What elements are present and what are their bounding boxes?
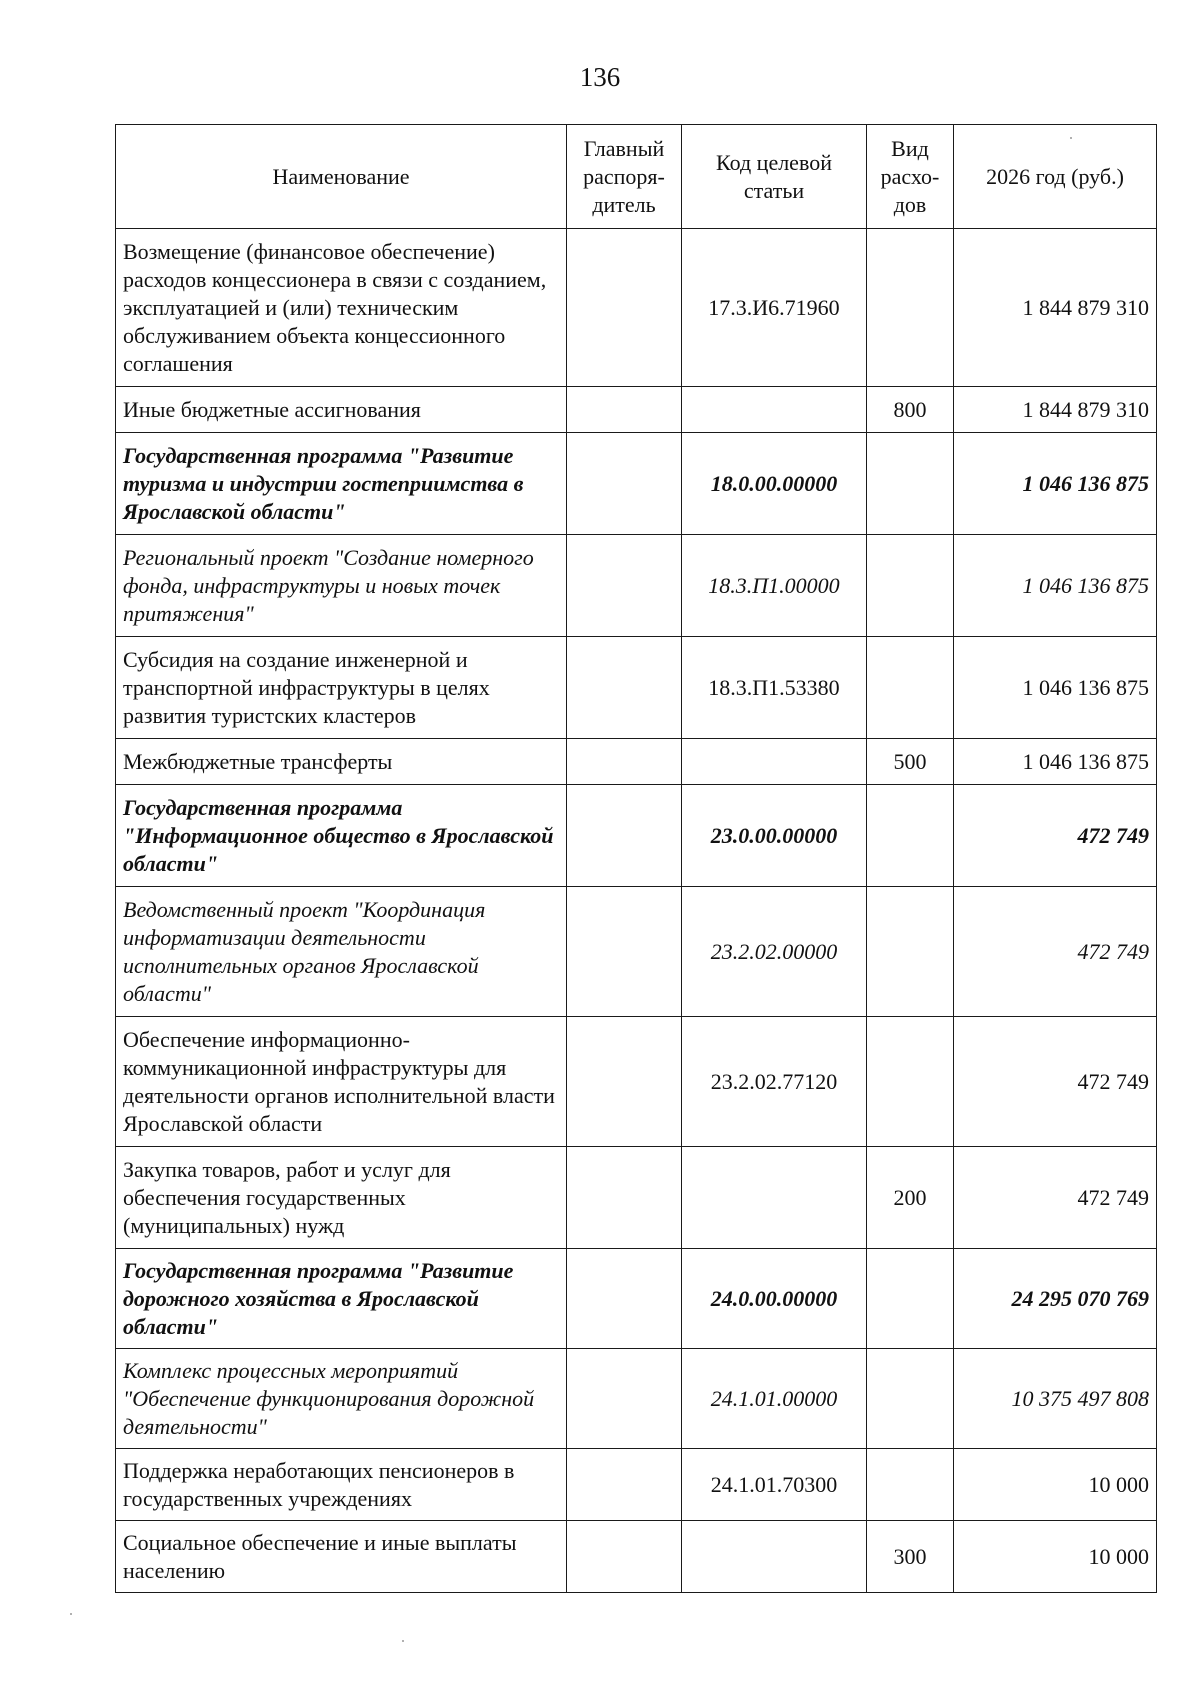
row-amount: 472 749: [954, 785, 1157, 887]
row-code: 18.3.П1.00000: [682, 535, 867, 637]
row-kind: [867, 1017, 954, 1147]
row-manager: [567, 1449, 682, 1521]
row-manager: [567, 739, 682, 785]
row-manager: [567, 637, 682, 739]
table-row: [116, 387, 1157, 433]
row-name: Закупка товаров, работ и услуг для обеспечения государственных (муниципальных) нужд: [116, 1147, 567, 1249]
row-code: 18.0.00.00000: [682, 433, 867, 535]
row-kind: [867, 1249, 954, 1349]
row-manager: [567, 1147, 682, 1249]
row-code: 24.1.01.00000: [682, 1349, 867, 1449]
row-code: 24.0.00.00000: [682, 1249, 867, 1349]
row-manager: [567, 785, 682, 887]
row-name: Государственная программа "Информационное общество в Ярославской области": [116, 785, 567, 887]
row-amount: 1 844 879 310: [954, 387, 1157, 433]
table-row: [116, 637, 1157, 739]
row-kind: [867, 535, 954, 637]
scan-speck: [70, 1613, 72, 1615]
table-row: [116, 535, 1157, 637]
row-amount: 1 844 879 310: [954, 229, 1157, 387]
row-manager: [567, 1521, 682, 1593]
row-name: Обеспечение информационно-коммуникационной инфраструктуры для деятельности органов исполнительной власти Ярославской области: [116, 1017, 567, 1147]
row-amount: 10 375 497 808: [954, 1349, 1157, 1449]
row-name: Возмещение (финансовое обеспечение) расходов концессионера в связи с созданием, эксплуатацией и (или) техническим обслуживанием объекта концессионного соглашения: [116, 229, 567, 387]
row-amount: 472 749: [954, 1147, 1157, 1249]
row-kind: 500: [867, 739, 954, 785]
row-code: 23.0.00.00000: [682, 785, 867, 887]
row-code: [682, 739, 867, 785]
row-kind: 800: [867, 387, 954, 433]
header-amount: 2026 год (руб.): [954, 125, 1157, 229]
table-row: [116, 1249, 1157, 1349]
row-kind: [867, 887, 954, 1017]
table-row: [116, 739, 1157, 785]
row-code: 23.2.02.77120: [682, 1017, 867, 1147]
table-row: [116, 887, 1157, 1017]
row-code: 18.3.П1.53380: [682, 637, 867, 739]
scan-speck: [1070, 137, 1072, 139]
table-row: [116, 785, 1157, 887]
header-kind: Вид расхо-дов: [867, 125, 954, 229]
scan-speck: [402, 1640, 404, 1642]
header-name: Наименование: [116, 125, 567, 229]
budget-table: [115, 124, 1157, 1593]
row-manager: [567, 1017, 682, 1147]
row-amount: 1 046 136 875: [954, 535, 1157, 637]
row-name: Комплекс процессных мероприятий "Обеспечение функционирования дорожной деятельности": [116, 1349, 567, 1449]
row-amount: 472 749: [954, 1017, 1157, 1147]
table-row: [116, 1349, 1157, 1449]
row-name: Иные бюджетные ассигнования: [116, 387, 567, 433]
row-code: [682, 387, 867, 433]
row-amount: 1 046 136 875: [954, 739, 1157, 785]
row-manager: [567, 387, 682, 433]
row-kind: 300: [867, 1521, 954, 1593]
row-manager: [567, 535, 682, 637]
row-kind: [867, 433, 954, 535]
page-number: 136: [579, 62, 621, 92]
row-amount: 10 000: [954, 1521, 1157, 1593]
row-amount: 1 046 136 875: [954, 637, 1157, 739]
row-name: Государственная программа "Развитие туризма и индустрии гостеприимства в Ярославской области": [116, 433, 567, 535]
row-manager: [567, 1249, 682, 1349]
table-row: [116, 1521, 1157, 1593]
row-name: Региональный проект "Создание номерного фонда, инфраструктуры и новых точек притяжения": [116, 535, 567, 637]
row-name: Ведомственный проект "Координация информатизации деятельности исполнительных органов Ярославской области": [116, 887, 567, 1017]
row-code: [682, 1147, 867, 1249]
row-name: Межбюджетные трансферты: [116, 739, 567, 785]
header-code: Код целевой статьи: [682, 125, 867, 229]
row-kind: [867, 229, 954, 387]
row-amount: 24 295 070 769: [954, 1249, 1157, 1349]
row-code: 23.2.02.00000: [682, 887, 867, 1017]
row-amount: 472 749: [954, 887, 1157, 1017]
row-kind: [867, 785, 954, 887]
table-row: [116, 229, 1157, 387]
header-row: [116, 125, 1157, 229]
row-name: Субсидия на создание инженерной и транспортной инфраструктуры в целях развития туристских кластеров: [116, 637, 567, 739]
row-code: 17.3.И6.71960: [682, 229, 867, 387]
table-row: [116, 1449, 1157, 1521]
row-manager: [567, 1349, 682, 1449]
row-kind: 200: [867, 1147, 954, 1249]
header-manager: Главный распоря-дитель: [567, 125, 682, 229]
row-kind: [867, 1349, 954, 1449]
table-row: [116, 433, 1157, 535]
row-amount: 10 000: [954, 1449, 1157, 1521]
row-name: Поддержка неработающих пенсионеров в государственных учреждениях: [116, 1449, 567, 1521]
row-manager: [567, 229, 682, 387]
row-code: [682, 1521, 867, 1593]
row-manager: [567, 887, 682, 1017]
row-code: 24.1.01.70300: [682, 1449, 867, 1521]
row-manager: [567, 433, 682, 535]
row-name: Социальное обеспечение и иные выплаты населению: [116, 1521, 567, 1593]
table-row: [116, 1147, 1157, 1249]
row-kind: [867, 1449, 954, 1521]
table-row: [116, 1017, 1157, 1147]
row-kind: [867, 637, 954, 739]
row-amount: 1 046 136 875: [954, 433, 1157, 535]
row-name: Государственная программа "Развитие дорожного хозяйства в Ярославской области": [116, 1249, 567, 1349]
